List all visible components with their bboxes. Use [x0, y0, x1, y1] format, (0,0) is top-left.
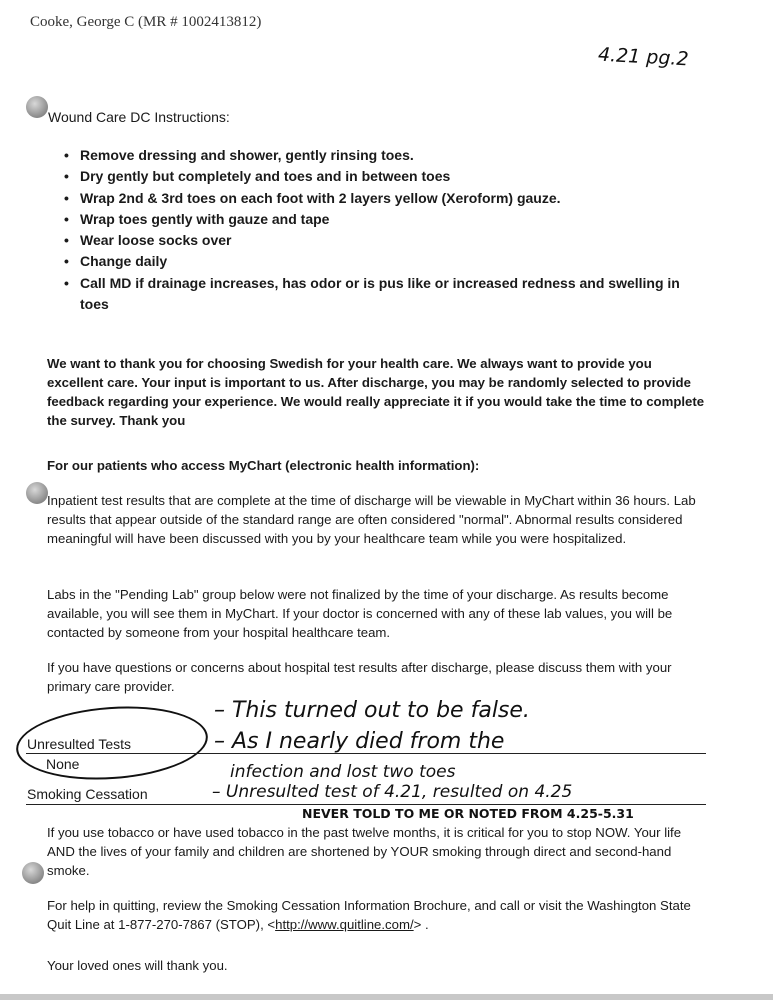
quitline-link[interactable]: http://www.quitline.com/: [275, 917, 414, 932]
list-item: • Remove dressing and shower, gently rinsing toes.: [62, 145, 702, 166]
handwritten-note-line-2: – As I nearly died from the: [214, 729, 505, 754]
wound-care-title: Wound Care DC Instructions:: [48, 109, 230, 125]
wound-care-list: [62, 145, 702, 315]
thank-you-paragraph: We want to thank you for choosing Swedish for your health care. We always want to provide you excellent care. Your input is important to us. After discharge, you may be randomly selected to provide feedback regarding your experience. We would really appreciate it if you would take the time to complete the survey. Thank you: [47, 356, 705, 428]
mychart-paragraph-2: Labs in the "Pending Lab" group below were not finalized by the time of your discharge. As results become available, you will see them in MyChart. If your doctor is concerned with any of these lab values, you will be contacted by someone from your hospital healthcare team.: [47, 587, 673, 640]
handwritten-page-number: 4.21 pg.2: [597, 43, 690, 71]
mychart-paragraph-1: Inpatient test results that are complete at the time of discharge will be viewable in MyChart within 36 hours. Lab results that appear outside of the standard range are often considered "normal". Abnormal results considered meaningful will have been discussed with you by your healthcare team while you were hospitalized.: [47, 493, 696, 546]
scan-edge: [0, 994, 773, 1000]
closing-line: Your loved ones will thank you.: [47, 958, 228, 973]
handwritten-note-line-4: – Unresulted test of 4.21, resulted on 4.25: [212, 782, 573, 802]
list-item: • Wrap 2nd & 3rd toes on each foot with 2 layers yellow (Xeroform) gauze.: [62, 188, 702, 209]
punch-hole-icon: [22, 862, 44, 884]
unresulted-tests-label: Unresulted Tests: [27, 736, 132, 752]
quitline-text-suffix: > .: [413, 917, 429, 932]
smoking-cessation-label: Smoking Cessation: [27, 786, 148, 802]
smoking-paragraph-1: If you use tobacco or have used tobacco in the past twelve months, it is critical for you to stop NOW. Your life AND the lives of your family and children are shortened by YOUR smoking through direct and second-hand smoke.: [47, 825, 682, 878]
list-item: • Wear loose socks over: [62, 230, 702, 251]
smoking-paragraph-2: [47, 896, 707, 934]
handwritten-note-line-1: – This turned out to be false.: [214, 698, 530, 723]
handwritten-note-line-5: NEVER TOLD TO ME OR NOTED FROM 4.25-5.31: [302, 806, 634, 821]
mychart-paragraph-3: If you have questions or concerns about hospital test results after discharge, please discuss them with your primary care provider.: [47, 660, 672, 694]
list-item: • Wrap toes gently with gauze and tape: [62, 209, 702, 230]
patient-name-header: Cooke, George C (MR # 1002413812): [30, 14, 262, 30]
list-item: • Call MD if drainage increases, has odor or is pus like or increased redness and swelling in toes: [62, 273, 702, 316]
handwritten-note-line-3: infection and lost two toes: [230, 762, 456, 782]
divider: [26, 804, 706, 805]
punch-hole-icon: [26, 482, 48, 504]
punch-hole-icon: [26, 96, 48, 118]
list-item: • Dry gently but completely and toes and in between toes: [62, 166, 702, 187]
mychart-heading: For our patients who access MyChart (electronic health information):: [47, 458, 480, 473]
quitline-text-prefix: For help in quitting, review the Smoking Cessation Information Brochure, and call or visit the Washington State Quit Line at 1-877-270-7867 (STOP), <: [47, 898, 691, 932]
list-item: • Change daily: [62, 251, 702, 272]
unresulted-tests-value: None: [46, 756, 80, 772]
